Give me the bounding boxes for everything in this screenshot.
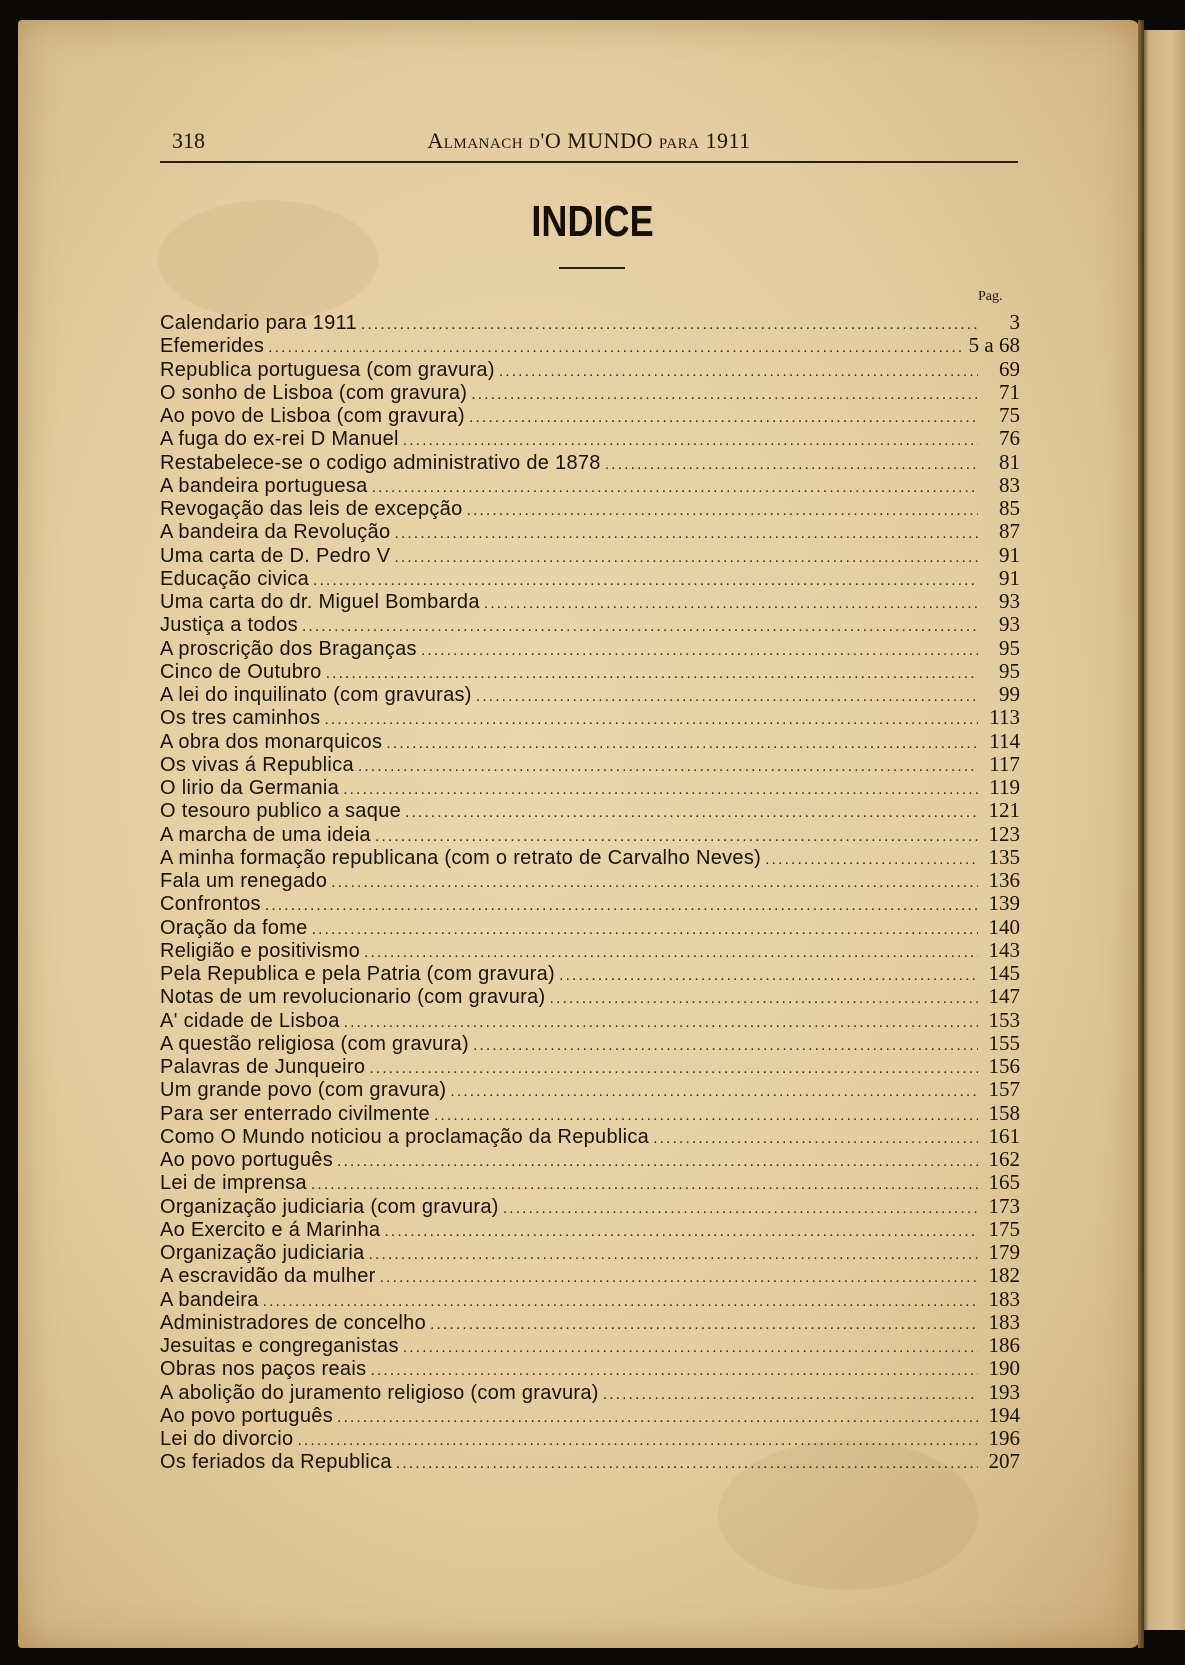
toc-entry-title: Justiça a todos [160,614,298,637]
toc-entry-title: Cinco de Outubro [160,660,322,683]
dot-leader [311,1173,978,1196]
dot-leader [384,1220,978,1243]
toc-entry-title: A obra dos monarquicos [160,730,383,753]
toc-entry-title: O sonho de Lisboa (com gravura) [160,381,468,404]
toc-entry-page: 95 [999,658,1020,683]
toc-entry-title: Administradores de concelho [160,1311,427,1334]
title-rule [559,267,625,269]
page-column-label: Pag. [978,289,1003,304]
toc-entry-page: 135 [988,844,1020,869]
toc-entry-page: 179 [988,1240,1020,1264]
toc-entry [160,1032,1020,1055]
toc-entry [160,451,1020,474]
toc-entry [160,334,1020,357]
toc-entry-title: A escravidão da mulher [160,1265,376,1288]
toc-entry [160,706,1020,729]
toc-entry-title: Obras nos paços reais [160,1358,367,1381]
dot-leader [370,1359,978,1382]
toc-entry-page: 121 [988,798,1020,823]
toc-entry-page: 183 [988,1309,1020,1334]
toc-entry-page: 91 [999,542,1020,567]
toc-entry [160,1357,1020,1380]
dot-leader [394,522,978,545]
toc-entry-page: 165 [988,1170,1020,1195]
toc-entry [160,916,1020,939]
page-number: 318 [172,128,205,153]
toc-entry [160,753,1020,776]
toc-entry [160,985,1020,1008]
dot-leader [653,1127,978,1150]
dot-leader [430,1313,978,1336]
toc-entry-page: 123 [988,821,1020,846]
toc-entry-page: 5 a 68 [968,333,1020,358]
toc-entry-title: A bandeira portuguesa [160,474,368,497]
toc-entry-page: 81 [999,449,1020,474]
toc-entry-title: A fuga do ex-rei D Manuel [160,428,399,451]
toc-entry-page: 182 [988,1263,1020,1288]
dot-leader [302,615,978,638]
toc-entry [160,776,1020,799]
dot-leader [559,964,978,987]
toc-entry-title: Ao povo português [160,1149,334,1171]
toc-entry [160,311,1020,334]
page-gutter [1138,20,1144,1648]
dot-leader [405,801,978,824]
dot-leader [403,1336,978,1359]
toc-entry-page: 194 [988,1402,1020,1427]
toc-entry [160,544,1020,567]
toc-entry-title: Ao povo de Lisboa (com gravura) [160,405,466,427]
dot-leader [434,1104,978,1127]
dot-leader [503,1197,978,1220]
toc-entry-page: 87 [999,519,1020,544]
toc-entry-title: A bandeira da Revolução [160,521,391,544]
dot-leader [364,941,978,964]
dot-leader [386,732,978,755]
toc-entry [160,892,1020,915]
dot-leader [476,685,978,708]
toc-entry-title: Lei do divorcio [160,1428,294,1450]
toc-entry [160,497,1020,520]
toc-entry-page: 93 [999,612,1020,637]
toc-entry [160,1311,1020,1334]
toc-entry [160,1450,1020,1473]
toc-entry-title: Um grande povo (com gravura) [160,1079,447,1102]
dot-leader [484,592,978,615]
toc-entry-title: Fala um renegado [160,870,328,892]
dot-leader [324,708,978,731]
dot-leader [469,406,978,429]
toc-entry [160,1102,1020,1125]
toc-entry-page: 3 [1009,310,1020,334]
toc-entry [160,1055,1020,1078]
toc-entry [160,1334,1020,1357]
toc-entry-page: 155 [988,1030,1020,1055]
dot-leader [337,1406,978,1429]
toc-entry-page: 113 [989,705,1020,730]
dot-leader [368,1243,978,1266]
toc-entry [160,846,1020,869]
toc-entry-page: 190 [988,1356,1020,1381]
toc-entry-page: 69 [999,356,1020,381]
toc-entry [160,823,1020,846]
toc-entry [160,1404,1020,1427]
toc-entry-title: Pela Republica e pela Patria (com gravura) [160,963,556,985]
toc-entry [160,939,1020,962]
dot-leader [394,546,978,569]
toc-entry-page: 85 [999,496,1020,520]
dot-leader [499,360,978,383]
dot-leader [343,778,978,801]
toc-entry-title: Republica portuguesa (com gravura) [160,358,495,381]
toc-entry-page: 140 [988,914,1020,939]
toc-entry-title: Uma carta de D. Pedro V [160,544,391,567]
toc-entry-title: Jesuitas e congreganistas [160,1335,399,1357]
dot-leader [372,476,978,499]
toc-entry-title: Religião e positivismo [160,939,361,962]
toc-entry-title: A questão religiosa (com gravura) [160,1032,469,1055]
toc-entry-title: Os vivas á Republica [160,753,354,776]
toc-entry [160,613,1020,636]
toc-entry [160,1009,1020,1032]
dot-leader [375,825,978,848]
toc-entry [160,660,1020,683]
dot-leader [337,1150,978,1173]
dot-leader [326,662,978,685]
toc-entry-title: Lei de imprensa [160,1172,307,1195]
dot-leader [361,313,978,336]
toc-entry [160,520,1020,543]
dot-leader [403,429,978,452]
toc-entry [160,869,1020,892]
toc-entry-title: A abolição do juramento religioso (com gravura) [160,1381,599,1404]
toc-entry-page: 99 [999,682,1020,706]
toc-entry-title: O lirio da Germania [160,777,340,799]
toc-entry-title: Ao Exercito e á Marinha [160,1218,381,1241]
toc-entry-title: Para ser enterrado civilmente [160,1102,430,1125]
dot-leader [605,453,978,476]
dot-leader [358,755,978,778]
toc-entry-title: Efemerides [160,335,265,358]
dot-leader [473,1034,978,1057]
toc-entry [160,567,1020,590]
toc-entry [160,962,1020,985]
toc-entry-title: Confrontos [160,893,261,916]
header-rule [160,161,1018,163]
toc-entry-page: 157 [988,1077,1020,1102]
toc-entry-page: 153 [988,1007,1020,1032]
toc-entry-title: Oração da fome [160,916,308,939]
dot-leader [603,1383,978,1406]
next-page-edge [1140,30,1185,1630]
toc-entry [160,1241,1020,1264]
dot-leader [263,1290,978,1313]
toc-entry-page: 175 [988,1216,1020,1241]
toc-entry-title: Ao povo português [160,1404,334,1427]
toc-entry-title: Organização judiciaria [160,1242,365,1264]
toc-entry-page: 136 [988,868,1020,892]
toc-entry-title: A lei do inquilinato (com gravuras) [160,684,472,706]
toc-entry-title: Como O Mundo noticiou a proclamação da Republica [160,1125,650,1148]
toc-entry-page: 147 [988,984,1020,1009]
toc-entry [160,427,1020,450]
toc-entry-title: Os tres caminhos [160,707,321,730]
toc-entry-title: A minha formação republicana (com o retrato de Carvalho Neves) [160,846,762,869]
toc-entry-title: Uma carta do dr. Miguel Bombarda [160,591,480,613]
toc-entry-title: A bandeira [160,1288,259,1311]
toc-entry-page: 76 [999,426,1020,451]
toc-entry-title: Palavras de Junqueiro [160,1056,366,1078]
toc-entry [160,1427,1020,1450]
toc-entry [160,637,1020,660]
toc-entry [160,683,1020,706]
toc-entry-page: 196 [988,1426,1020,1450]
toc-entry [160,1195,1020,1218]
toc-entry-page: 158 [988,1100,1020,1125]
toc-entry-page: 162 [988,1147,1020,1171]
toc-entry-page: 145 [988,961,1020,985]
toc-entry [160,590,1020,613]
toc-entry-title: Restabelece-se o codigo administrativo de 1878 [160,451,601,474]
toc-entry-page: 173 [988,1193,1020,1218]
toc-entry-page: 114 [989,728,1020,753]
toc-entry-page: 93 [999,589,1020,613]
running-head [160,128,1018,158]
dot-leader [312,918,978,941]
toc-entry [160,1078,1020,1101]
dot-leader [467,499,978,522]
dot-leader [268,336,965,359]
toc-entry-page: 161 [988,1123,1020,1148]
toc-entry-page: 71 [999,379,1020,404]
dot-leader [331,871,978,894]
toc-entry [160,799,1020,822]
toc-entry-page: 193 [988,1379,1020,1404]
dot-leader [396,1452,978,1475]
index-title: INDICE [531,197,654,246]
dot-leader [344,1011,978,1034]
dot-leader [380,1266,978,1289]
dot-leader [765,848,978,871]
toc-entry [160,404,1020,427]
dot-leader [297,1429,978,1452]
dot-leader [450,1080,978,1103]
toc-entry-title: Revogação das leis de excepção [160,498,463,520]
toc-entry [160,381,1020,404]
toc-entry [160,474,1020,497]
toc-entry-title: A' cidade de Lisboa [160,1009,340,1032]
toc-entry-title: Educação civica [160,567,310,590]
toc-entry-page: 83 [999,472,1020,497]
table-of-contents [160,311,1020,1474]
toc-entry-title: A proscrição dos Braganças [160,637,417,660]
toc-entry-title: Calendario para 1911 [160,312,357,334]
dot-leader [313,569,978,592]
toc-entry [160,1218,1020,1241]
dot-leader [369,1057,978,1080]
toc-entry-page: 117 [989,751,1020,776]
toc-entry-title: Os feriados da Republica [160,1451,392,1474]
toc-entry [160,1125,1020,1148]
dot-leader [265,894,978,917]
toc-entry-title: Notas de um revolucionario (com gravura) [160,986,546,1009]
toc-entry-page: 91 [999,565,1020,590]
toc-entry [160,1148,1020,1171]
toc-entry [160,730,1020,753]
toc-entry [160,358,1020,381]
toc-entry [160,1381,1020,1404]
dot-leader [550,987,979,1010]
toc-entry-page: 95 [999,635,1020,660]
toc-entry-title: Organização judiciaria (com gravura) [160,1195,499,1218]
toc-entry-page: 119 [989,775,1020,799]
toc-entry-page: 156 [988,1054,1020,1078]
toc-entry-page: 183 [988,1286,1020,1311]
toc-entry [160,1264,1020,1287]
toc-entry-title: O tesouro publico a saque [160,800,401,823]
toc-entry-page: 186 [988,1333,1020,1357]
toc-entry-page: 75 [999,403,1020,427]
toc-entry-page: 143 [988,937,1020,962]
toc-entry-title: A marcha de uma ideia [160,823,371,846]
toc-entry-page: 207 [988,1449,1020,1474]
toc-entry-page: 139 [988,891,1020,916]
running-head-title: Almanach d'O MUNDO para 1911 [427,128,751,153]
dot-leader [471,383,978,406]
toc-entry [160,1171,1020,1194]
toc-entry [160,1288,1020,1311]
dot-leader [421,639,978,662]
